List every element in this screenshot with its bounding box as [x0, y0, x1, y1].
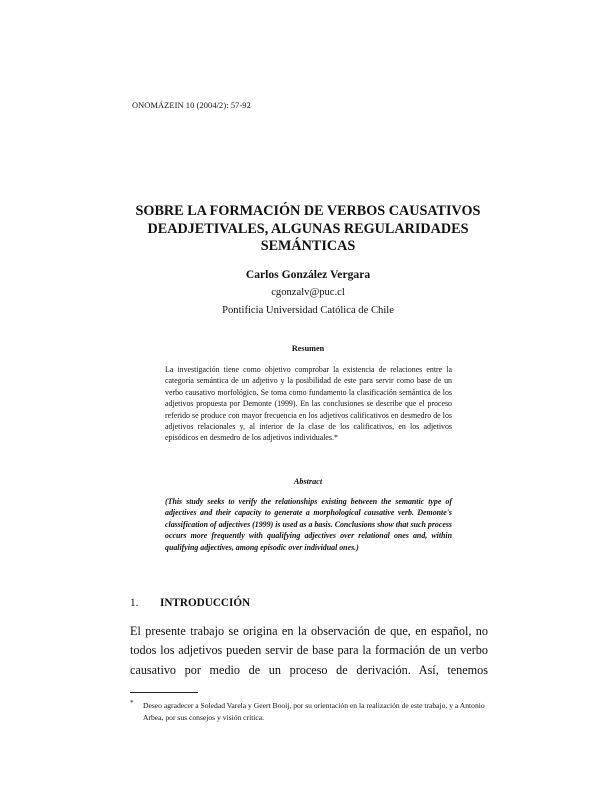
- author-email[interactable]: cgonzalv@puc.cl: [271, 287, 345, 298]
- resumen-heading: Resumen: [291, 344, 325, 353]
- footnote-divider: [130, 692, 198, 693]
- section-number: 1.: [130, 597, 139, 609]
- author-name: Carlos González Vergara: [245, 268, 371, 281]
- paper-title: [128, 203, 488, 256]
- title-line: SOBRE LA FORMACIÓN DE VERBOS CAUSATIVOS: [135, 203, 481, 219]
- section-heading: [130, 597, 250, 609]
- footnote-text: Deseo agradecer a Soledad Varela y Geert Booij, por su orientación en la realización de este trabajo, y a Antonio Arbea, por sus consejos y visión crítica.: [143, 701, 485, 722]
- title-line: SEMÁNTICAS: [260, 238, 356, 255]
- author-affiliation: Pontificia Universidad Católica de Chile: [222, 305, 394, 316]
- section-title: INTRODUCCIÓN: [160, 597, 251, 609]
- resumen-text: La investigación tiene como objetivo comprobar la existencia de relaciones entre la categoría semántica de un adjetivo y la posibilidad de este para servir como base de un verbo causativo morfológico. Se toma como fundamento la clasificación semántica de los adjetivos propuesta por Demonte (1999). En las conclusiones se describe que el proceso referido se produce con mayor frecuencia en los adjetivos calificativos en desmedro de los adjetivos relacionales y, al interior de la clase de los calificativos, en los adjetivos episódicos en desmedro de los adjetivos individuales.*: [165, 365, 452, 443]
- footnote: [130, 700, 490, 723]
- running-head: ONOMÁZEIN 10 (2004/2): 57-92: [132, 101, 251, 110]
- title-line: DEADJETIVALES, ALGUNAS REGULARIDADES: [147, 220, 469, 237]
- footnote-mark: *: [130, 699, 134, 707]
- body-paragraph: El presente trabajo se origina en la observación de que, en español, no todos los adjetivos pueden servir de base para la formación de un verbo causativo por medio de un proceso de derivación. Así, tenemos: [130, 624, 488, 677]
- abstract-text: (This study seeks to verify the relationships existing between the semantic type of adjectives and their capacity to generate a morphological causative verb. Demonte's classification of adjectives (1999) is used as a basis. Conclusions show that such process occurs more frequently with qualifying adjectives over relational ones and, within qualifying adjectives, among episodic over individual ones.): [165, 497, 452, 552]
- abstract-heading: Abstract: [293, 477, 323, 486]
